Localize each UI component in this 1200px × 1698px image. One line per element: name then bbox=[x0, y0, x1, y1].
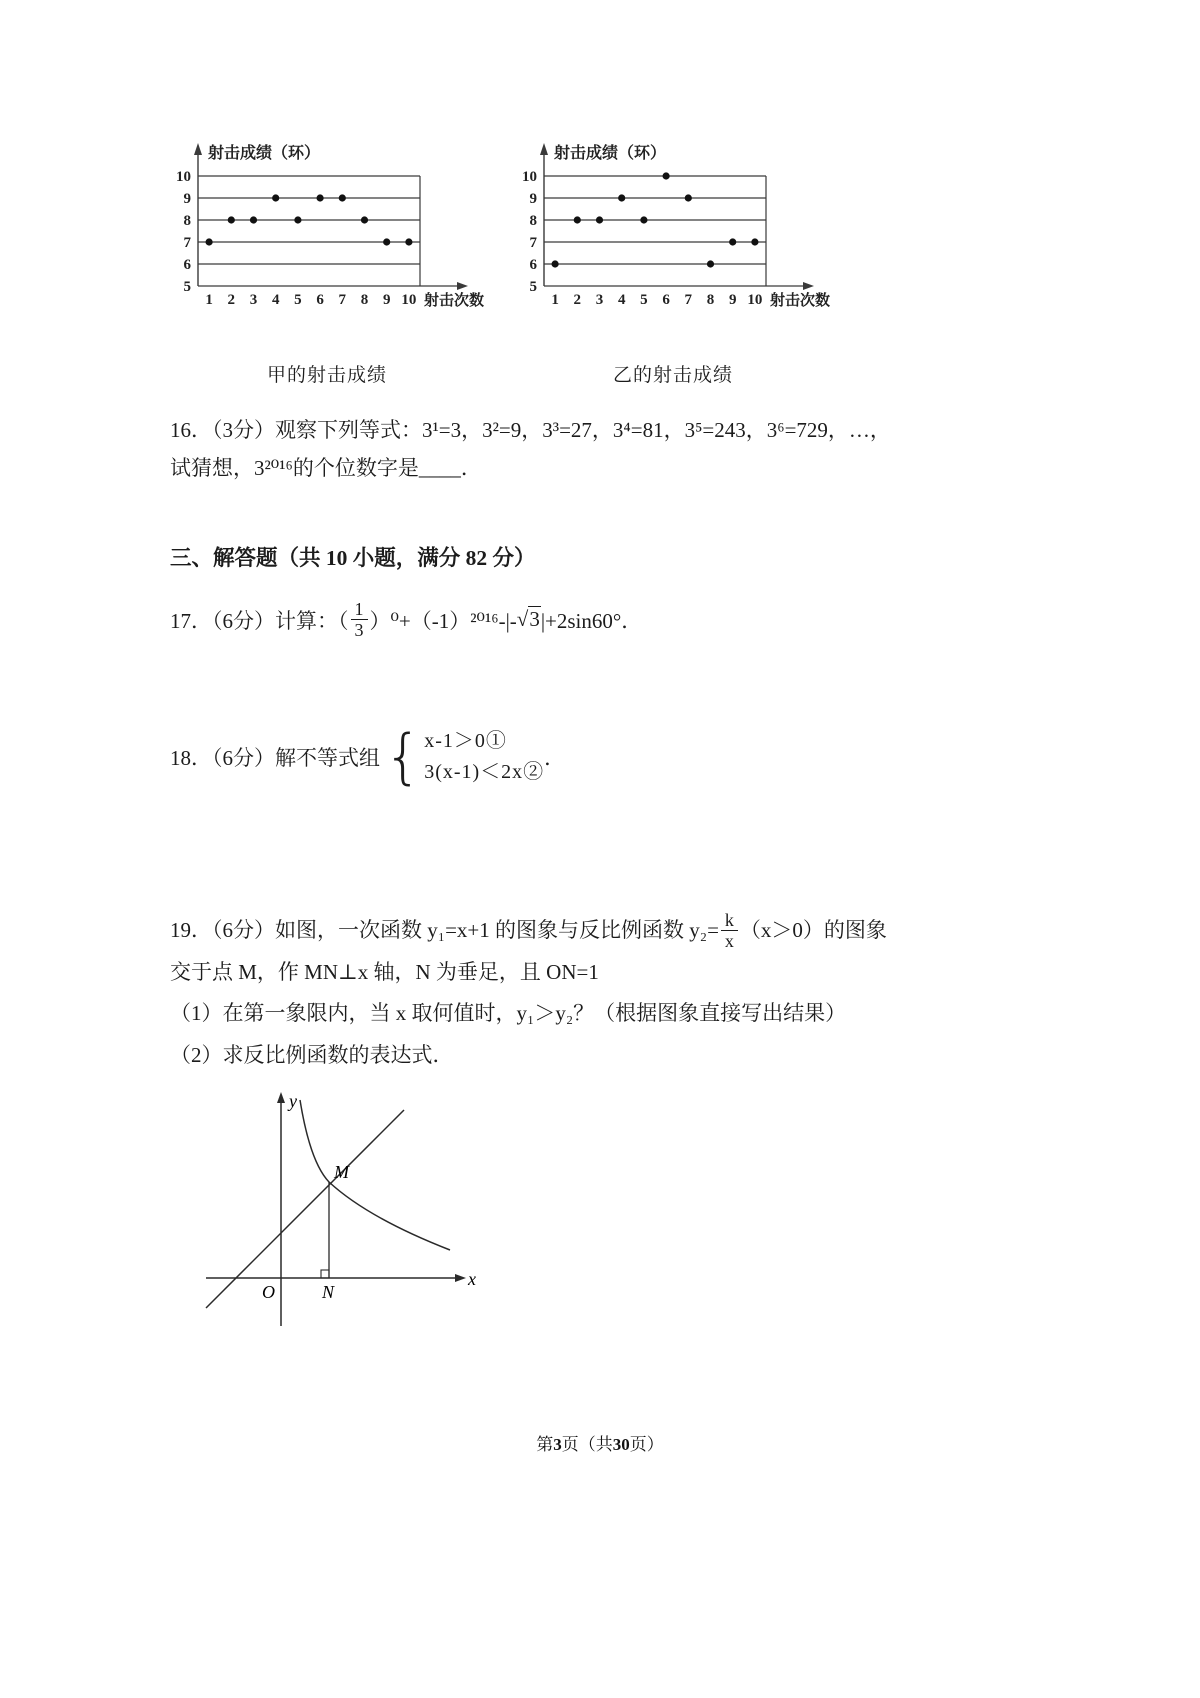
y-tick-label: 7 bbox=[529, 235, 537, 251]
point-M-label: M bbox=[334, 1162, 349, 1182]
chart-jia-caption: 甲的射击成绩 bbox=[266, 365, 387, 386]
chart-jia-block bbox=[162, 138, 492, 387]
x-tick-label: 5 bbox=[294, 292, 302, 308]
radical-sign: √ bbox=[516, 607, 529, 631]
chart-title: 射击成绩（环） bbox=[208, 145, 321, 162]
hyperbola-curve bbox=[300, 1100, 450, 1250]
chart-yi-caption: 乙的射击成绩 bbox=[612, 365, 733, 386]
y-tick-label: 7 bbox=[183, 235, 191, 251]
data-point bbox=[685, 194, 692, 201]
data-point bbox=[272, 194, 279, 201]
scatter-chart bbox=[162, 138, 492, 350]
question-19-line1 bbox=[170, 908, 1050, 952]
question-17-tail: |+2sin60°． bbox=[540, 608, 643, 633]
x-tick-label: 1 bbox=[205, 292, 213, 308]
data-point bbox=[707, 260, 714, 267]
question-16-line1: 16．（3分）观察下列等式：3¹=3，3²=9，3³=27，3⁴=81，3⁵=243，3⁶=729，…， bbox=[170, 418, 891, 442]
x-tick-label: 7 bbox=[684, 292, 693, 308]
data-point bbox=[596, 216, 603, 223]
x-tick-label: 8 bbox=[360, 292, 369, 308]
data-point bbox=[552, 260, 559, 267]
fraction-k-over-x: $\frac{k}{x}$ bbox=[721, 910, 738, 951]
question-19-line2: 交于点 M，作 MN⊥x 轴，N 为垂足，且 ON=1 bbox=[170, 960, 599, 984]
x-tick-label: 2 bbox=[573, 292, 582, 308]
scatter-chart bbox=[508, 138, 838, 350]
question-19 bbox=[170, 908, 1050, 1347]
footer-text: 页（共 bbox=[561, 1435, 613, 1454]
point-N-label: N bbox=[322, 1282, 335, 1302]
inequality-1: x-1＞0① bbox=[424, 730, 507, 752]
q19-figure bbox=[196, 1086, 496, 1341]
footer-text: 第 bbox=[536, 1435, 554, 1454]
question-18-prefix: 18．（6分）解不等式组 bbox=[170, 746, 380, 770]
data-point bbox=[663, 172, 670, 179]
x-tick-label: 10 bbox=[401, 292, 417, 308]
data-point bbox=[361, 216, 368, 223]
y-tick-label: 10 bbox=[522, 169, 537, 185]
y-tick-label: 9 bbox=[529, 191, 537, 207]
question-19-item2: （2）求反比例函数的表达式． bbox=[170, 1043, 454, 1067]
question-18 bbox=[170, 722, 1050, 792]
question-17-mid: ）⁰+（-1）²⁰¹⁶-|- bbox=[369, 608, 517, 633]
y-tick-label: 10 bbox=[176, 169, 191, 185]
y-tick-label: 5 bbox=[529, 279, 537, 295]
fraction-one-third: $\frac{1}{3}$ bbox=[351, 599, 368, 640]
page-content bbox=[170, 138, 1050, 1347]
total-pages: 30 bbox=[612, 1435, 630, 1454]
sqrt-expression bbox=[517, 607, 541, 632]
x-tick-label: 8 bbox=[706, 292, 715, 308]
chart-title: 射击成绩（环） bbox=[554, 145, 667, 162]
question-19-line1-post: （x＞0）的图象 bbox=[739, 918, 887, 942]
x-tick-label: 6 bbox=[662, 292, 670, 308]
x-tick-label: 5 bbox=[640, 292, 648, 308]
question-16-line2: 试猜想，3²⁰¹⁶的个位数字是____． bbox=[170, 456, 482, 480]
x-axis-arrow bbox=[803, 282, 814, 290]
x-axis-caption: 射击次数 bbox=[770, 293, 831, 309]
data-point bbox=[206, 238, 213, 245]
x-tick-label: 9 bbox=[728, 292, 737, 308]
x-tick-label: 9 bbox=[382, 292, 391, 308]
question-19-line1-pre: 19．（6分）如图，一次函数 y₁=x+1 的图象与反比例函数 y₂= bbox=[170, 918, 719, 942]
data-point bbox=[250, 216, 257, 223]
data-point bbox=[294, 216, 301, 223]
y-tick-label: 6 bbox=[183, 257, 191, 273]
chart-yi bbox=[508, 138, 838, 356]
y-axis-arrow bbox=[540, 143, 548, 155]
y-tick-label: 8 bbox=[183, 213, 191, 229]
data-point bbox=[729, 238, 736, 245]
question-16 bbox=[170, 411, 1050, 487]
data-point bbox=[339, 194, 346, 201]
x-tick-label: 4 bbox=[617, 292, 626, 308]
y-axis-label: y bbox=[289, 1091, 297, 1111]
y-tick-label: 5 bbox=[183, 279, 191, 295]
x-tick-label: 7 bbox=[338, 292, 347, 308]
charts-row bbox=[162, 138, 1050, 387]
inequality-system bbox=[424, 726, 544, 788]
y-tick-label: 6 bbox=[529, 257, 537, 273]
y-tick-label: 9 bbox=[183, 191, 191, 207]
page-footer bbox=[0, 1430, 1200, 1455]
question-18-suffix: ． bbox=[544, 746, 566, 770]
y-tick-label: 8 bbox=[529, 213, 537, 229]
data-point bbox=[228, 216, 235, 223]
chart-jia bbox=[162, 138, 492, 356]
chart-yi-block bbox=[508, 138, 838, 387]
x-tick-label: 6 bbox=[316, 292, 324, 308]
data-point bbox=[574, 216, 581, 223]
x-axis-arrow bbox=[457, 282, 468, 290]
data-point bbox=[405, 238, 412, 245]
origin-label: O bbox=[262, 1282, 275, 1302]
data-point bbox=[317, 194, 324, 201]
section-3-header: 三、解答题（共 10 小题，满分 82 分） bbox=[170, 546, 536, 570]
question-17 bbox=[170, 599, 1050, 640]
x-tick-label: 1 bbox=[551, 292, 559, 308]
x-tick-label: 10 bbox=[747, 292, 763, 308]
radicand: 3 bbox=[529, 607, 540, 631]
data-point bbox=[640, 216, 647, 223]
inequality-2: 3(x-1)＜2x② bbox=[424, 761, 545, 783]
y-axis-arrow bbox=[277, 1092, 285, 1103]
question-19-item1: （1）在第一象限内，当 x 取何值时，y₁＞y₂？（根据图象直接写出结果） bbox=[170, 1001, 847, 1025]
x-tick-label: 3 bbox=[595, 292, 604, 308]
x-tick-label: 4 bbox=[271, 292, 280, 308]
x-tick-label: 2 bbox=[227, 292, 236, 308]
question-17-prefix: 17．（6分）计算：（ bbox=[170, 608, 349, 633]
data-point bbox=[618, 194, 625, 201]
data-point bbox=[383, 238, 390, 245]
page-number: 3 bbox=[553, 1435, 562, 1454]
system-brace: { bbox=[384, 722, 423, 792]
x-axis-caption: 射击次数 bbox=[424, 293, 485, 309]
right-angle-mark bbox=[321, 1270, 329, 1278]
x-tick-label: 3 bbox=[249, 292, 258, 308]
y-axis-arrow bbox=[194, 143, 202, 155]
footer-text: 页） bbox=[629, 1435, 664, 1454]
x-axis-arrow bbox=[455, 1274, 466, 1282]
data-point bbox=[751, 238, 758, 245]
x-axis-label: x bbox=[468, 1269, 476, 1289]
